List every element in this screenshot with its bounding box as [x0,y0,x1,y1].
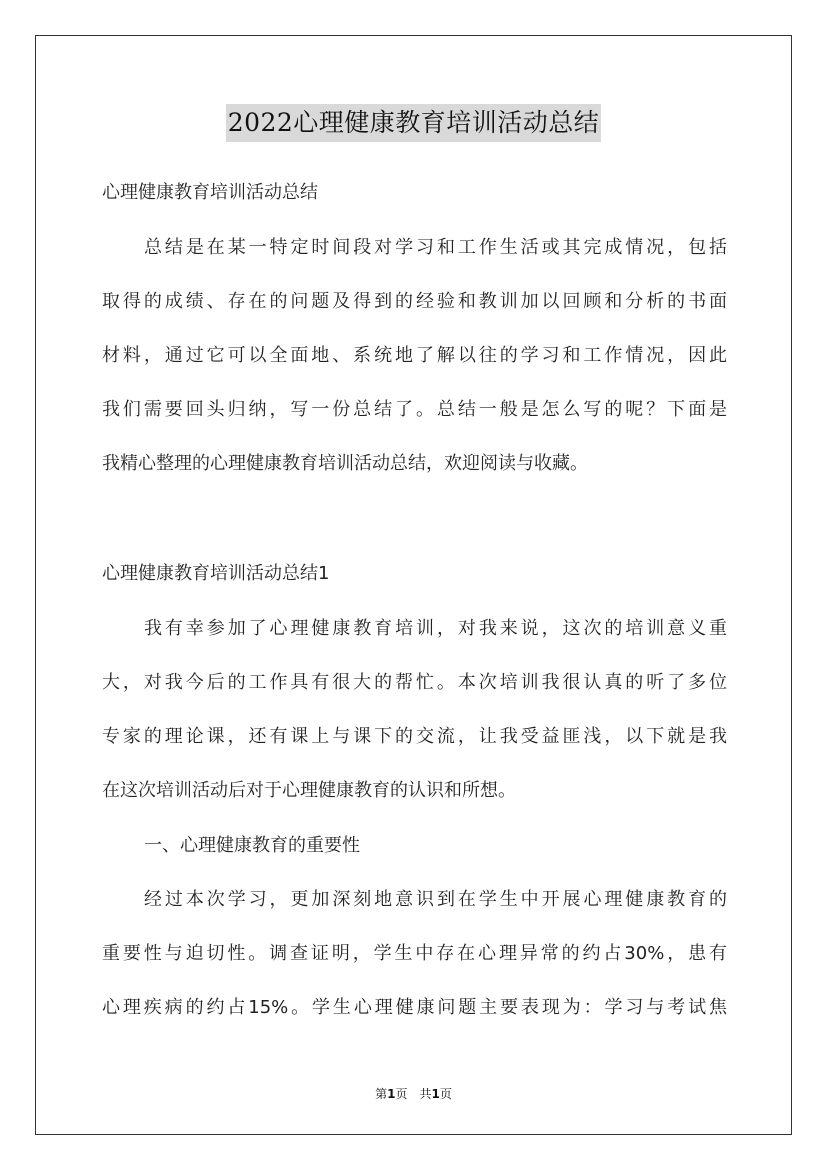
section-paragraph [102,611,727,809]
footer-prefix: 第 [375,1087,388,1101]
title-container [0,104,827,142]
body-line: 重要性与迫切性。调查证明，学生中存在心理异常的约占30%，患有 [102,943,727,964]
intro-paragraph [102,230,727,482]
footer-mid: 页 共 [395,1087,432,1101]
body-paragraph [102,882,727,1026]
heading-one: 一、心理健康教育的重要性 [144,835,360,856]
intro-line: 材料，通过它可以全面地、系统地了解以往的学习和工作情况，因此 [102,345,727,366]
intro-line: 我们需要回头归纳，写一份总结了。总结一般是怎么写的呢？下面是 [102,399,727,420]
intro-line: 总结是在某一特定时间段对学习和工作生活或其完成情况，包括 [144,237,727,258]
section-line: 专家的理论课，还有课上与课下的交流，让我受益匪浅，以下就是我 [102,726,727,747]
section-line: 我有幸参加了心理健康教育培训，对我来说，这次的培训意义重 [144,618,727,639]
body-line: 心理疾病的约占15%。学生心理健康问题主要表现为：学习与考试焦 [102,997,727,1018]
footer-suffix: 页 [439,1087,452,1101]
section-line: 大，对我今后的工作具有很大的帮忙。本次培训我很认真的听了多位 [102,672,727,693]
document-subtitle: 心理健康教育培训活动总结 [102,182,318,203]
document-title: 2022心理健康教育培训活动总结 [226,104,602,142]
page-footer [0,1085,827,1102]
intro-line: 取得的成绩、存在的问题及得到的经验和教训加以回顾和分析的书面 [102,291,727,312]
footer-page-total: 1 [431,1087,440,1101]
intro-line: 我精心整理的心理健康教育培训活动总结，欢迎阅读与收藏。 [102,453,588,474]
section-line: 在这次培训活动后对于心理健康教育的认识和所想。 [102,780,516,801]
body-line: 经过本次学习，更加深刻地意识到在学生中开展心理健康教育的 [144,889,727,910]
footer-page-current: 1 [387,1087,396,1101]
section-title: 心理健康教育培训活动总结1 [102,563,330,584]
